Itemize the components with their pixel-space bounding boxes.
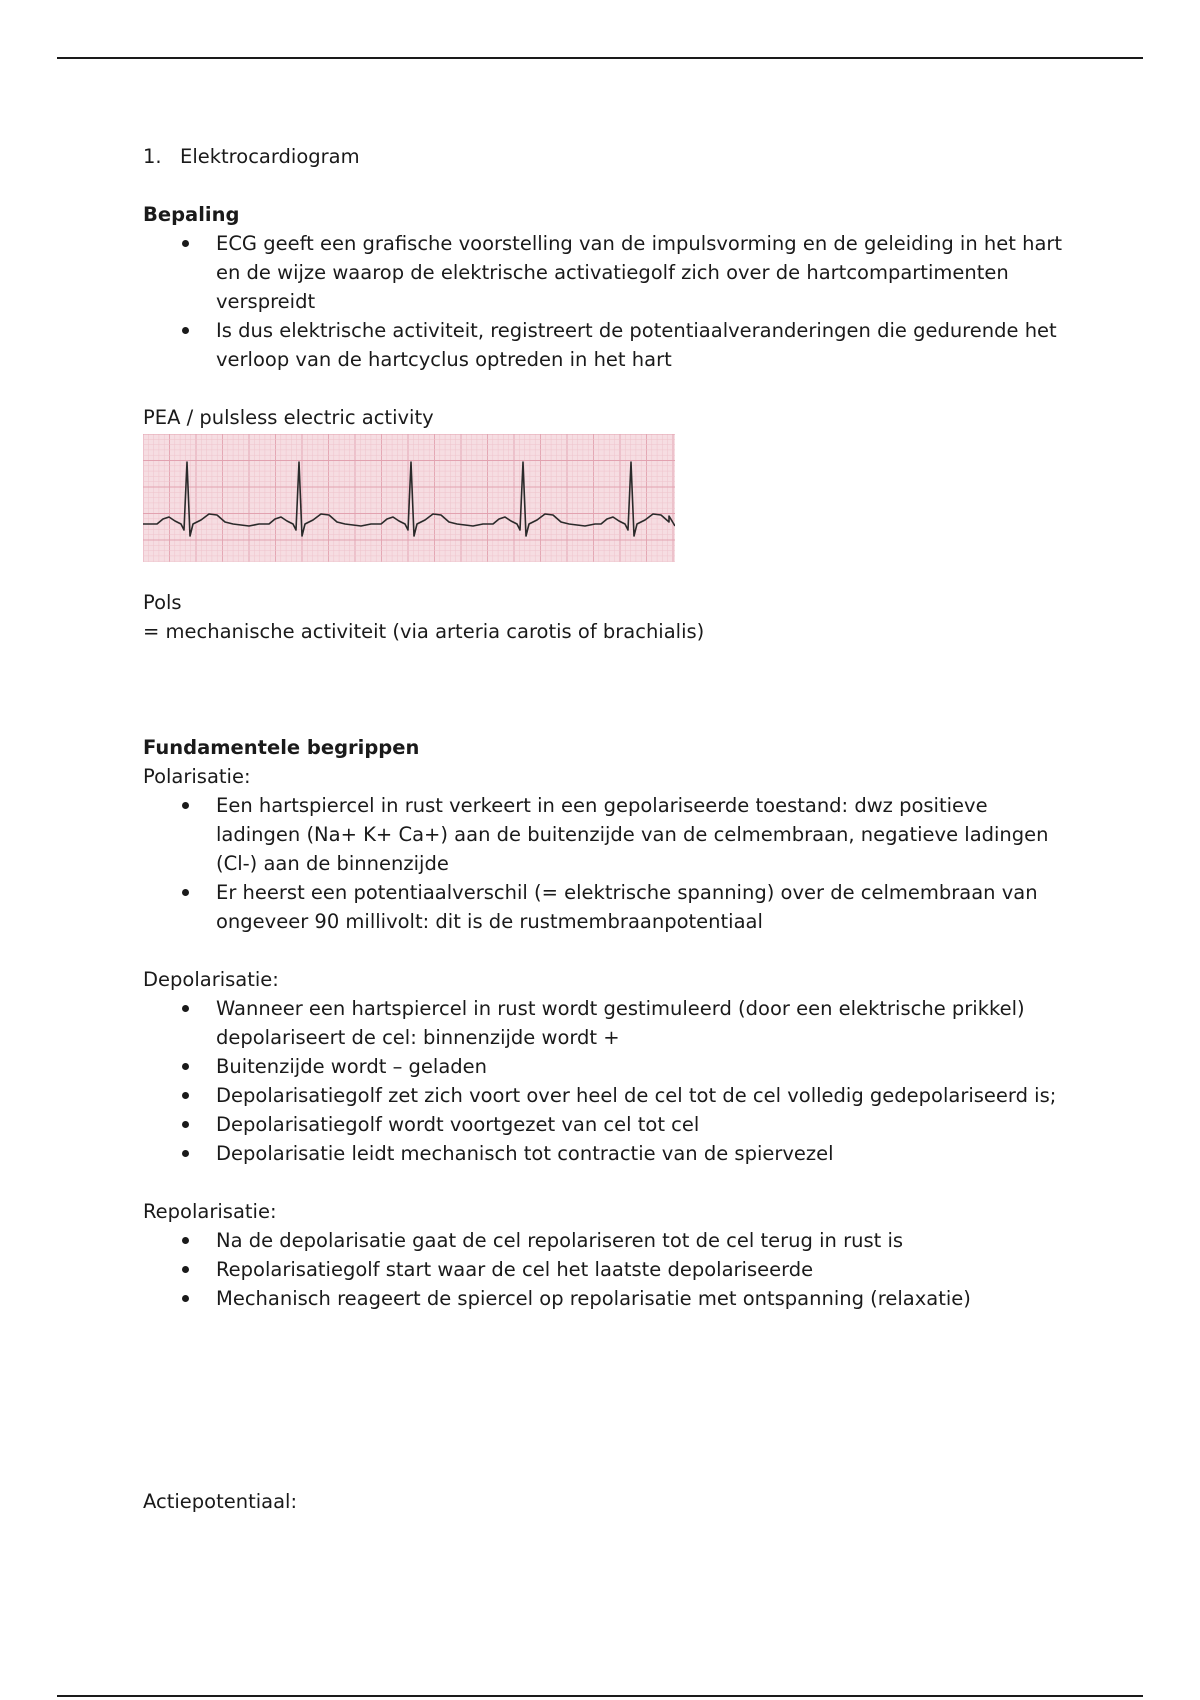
list-item: Depolarisatie leidt mechanisch tot contractie van de spiervezel	[143, 1139, 1063, 1168]
pols-description: = mechanische activiteit (via arteria carotis of brachialis)	[143, 620, 705, 643]
document-body	[143, 142, 1063, 1516]
list-item: Na de depolarisatie gaat de cel repolariseren tot de cel terug in rust is	[143, 1226, 1063, 1255]
section-title: Elektrocardiogram	[180, 145, 360, 168]
repolarisatie-label: Repolarisatie:	[143, 1200, 277, 1223]
list-item: ECG geeft een grafische voorstelling van de impulsvorming en de geleiding in het hart en de wijze waarop de elektrische activatiegolf zich over de hartcompartimenten verspreidt	[143, 229, 1063, 316]
ecg-strip-image	[143, 434, 675, 562]
bepaling-list	[143, 229, 1063, 374]
polarisatie-label: Polarisatie:	[143, 765, 251, 788]
list-item: Mechanisch reageert de spiercel op repolarisatie met ontspanning (relaxatie)	[143, 1284, 1063, 1313]
actiepotentiaal-label: Actiepotentiaal:	[143, 1490, 298, 1513]
list-item: Depolarisatiegolf wordt voortgezet van cel tot cel	[143, 1110, 1063, 1139]
repolarisatie-list	[143, 1226, 1063, 1313]
list-item: Repolarisatiegolf start waar de cel het laatste depolariseerde	[143, 1255, 1063, 1284]
list-item: Een hartspiercel in rust verkeert in een gepolariseerde toestand: dwz positieve ladingen (Na+ K+ Ca+) aan de buitenzijde van de celmembraan, negatieve ladingen (Cl-) aan de binnenzijde	[143, 791, 1063, 878]
list-item: Er heerst een potentiaalverschil (= elektrische spanning) over de celmembraan van ongeveer 90 millivolt: dit is de rustmembraanpotentiaal	[143, 878, 1063, 936]
section-number: 1.	[143, 145, 162, 168]
list-item: Depolarisatiegolf zet zich voort over heel de cel tot de cel volledig gedepolariseerd is;	[143, 1081, 1063, 1110]
fundamentele-heading: Fundamentele begrippen	[143, 736, 420, 759]
pols-label: Pols	[143, 591, 182, 614]
list-item: Wanneer een hartspiercel in rust wordt gestimuleerd (door een elektrische prikkel) depolariseert de cel: binnenzijde wordt +	[143, 994, 1063, 1052]
pea-label: PEA / pulsless electric activity	[143, 406, 434, 429]
list-item: Is dus elektrische activiteit, registreert de potentiaalveranderingen die gedurende het verloop van de hartcyclus optreden in het hart	[143, 316, 1063, 374]
header-rule	[57, 57, 1143, 59]
polarisatie-list	[143, 791, 1063, 936]
list-item: Buitenzijde wordt – geladen	[143, 1052, 1063, 1081]
bepaling-heading: Bepaling	[143, 203, 240, 226]
depolarisatie-list	[143, 994, 1063, 1168]
footer-rule	[57, 1695, 1143, 1697]
section-heading	[143, 142, 1063, 171]
depolarisatie-label: Depolarisatie:	[143, 968, 279, 991]
